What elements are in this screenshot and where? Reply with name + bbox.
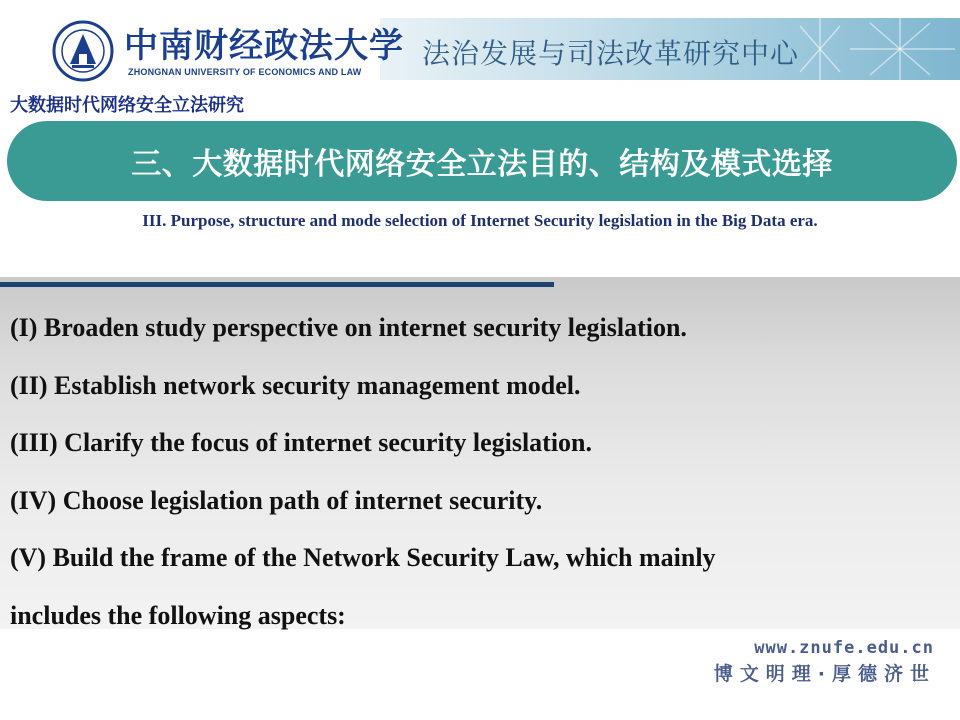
list-item: (III) Clarify the focus of internet security legislation. [10, 428, 593, 457]
list-item: (II) Establish network security management model. [10, 370, 581, 400]
section-title-banner [7, 121, 957, 201]
list-item: (V) Build the frame of the Network Security Law, which mainly [10, 543, 716, 572]
center-banner [380, 18, 960, 80]
university-name-cn: 中南财经政法大学 [124, 26, 404, 66]
university-name-en: ZHONGNAN UNIVERSITY OF ECONOMICS AND LAW [128, 67, 362, 77]
list-item: (IV) Choose legislation path of internet security. [10, 485, 543, 515]
university-seal-icon [52, 20, 114, 82]
topic-heading: 大数据时代网络安全立法研究 [10, 95, 244, 116]
item-list [10, 299, 716, 644]
list-item: includes the following aspects: [10, 600, 346, 630]
section-title-en: III. Purpose, structure and mode selection of Internet Security legislation in the Big Data era. [142, 211, 818, 230]
list-item: (I) Broaden study perspective on internet security legislation. [10, 313, 687, 342]
section-title-cn: 三、大数据时代网络安全立法目的、结构及模式选择 [131, 147, 833, 182]
header-banner [0, 0, 960, 84]
footer-url: www.znufe.edu.cn [754, 638, 934, 658]
footer-motto: 博文明理·厚德济世 [713, 663, 936, 685]
research-center-name: 法治发展与司法改革研究中心 [422, 37, 800, 70]
section-divider [0, 282, 554, 287]
